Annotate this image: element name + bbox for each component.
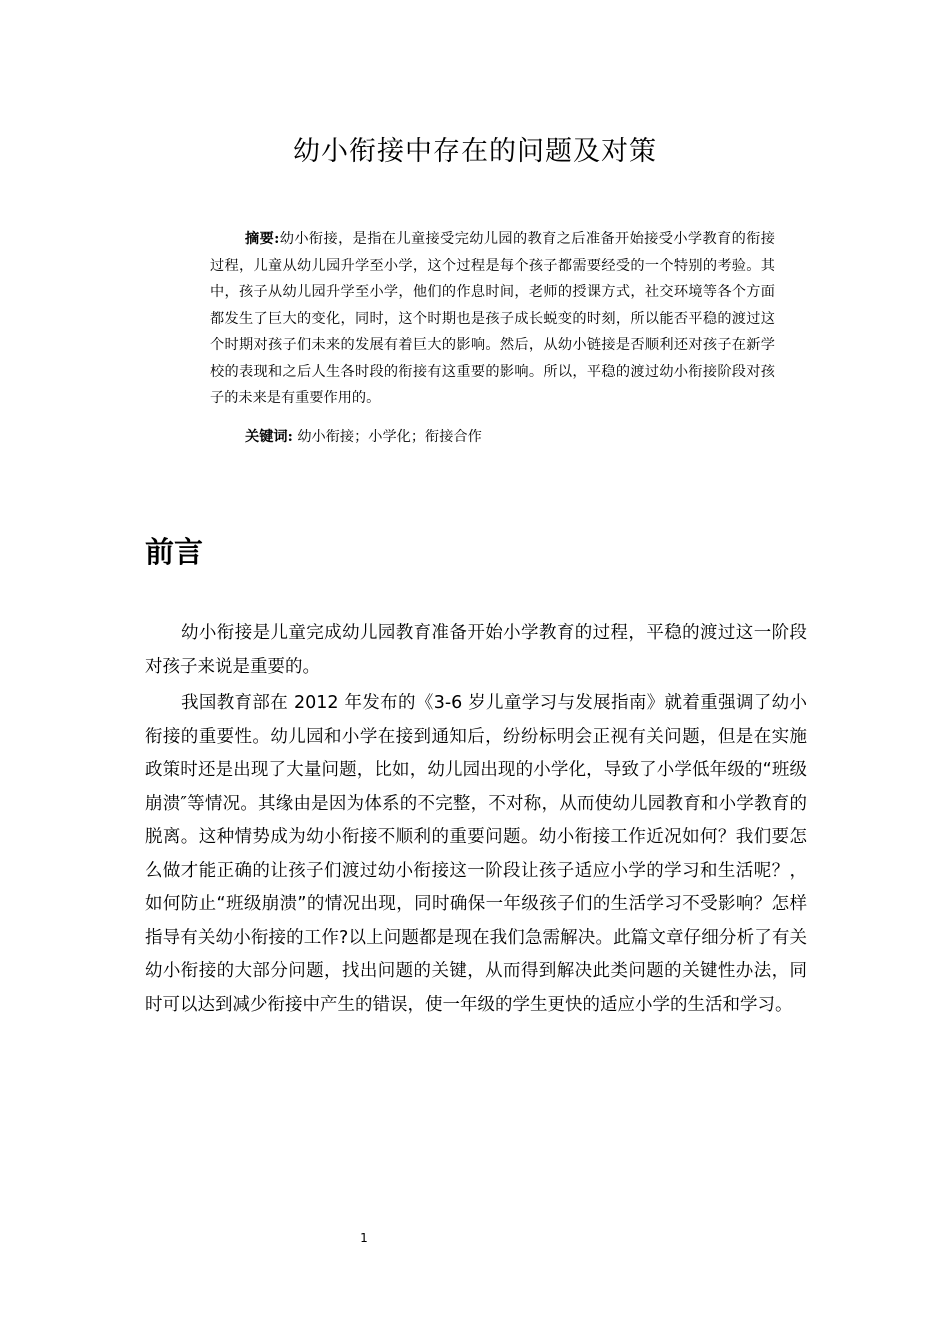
page-number: 1 bbox=[360, 1231, 368, 1245]
keywords-text: 幼小衔接；小学化；衔接合作 bbox=[292, 429, 482, 445]
abstract-text: 幼小衔接，是指在儿童接受完幼儿园的教育之后准备开始接受小学教育的衔接过程，儿童从幼儿园升学至小学，这个过程是每个孩子都需要经受的一个特别的考验。其中，孩子从幼儿园升学至小学，他们的作息时间，老师的授课方式，社交环境等各个方面都发生了巨大的变化，同时，这个时期也是孩子成长蜕变的时刻，所以能否平稳的渡过这个时期对孩子们未来的发展有着巨大的影响。然后，从幼小链接是否顺利还对孩子在新学校的表现和之后人生各时段的衔接有这重要的影响。所以，平稳的渡过幼小衔接阶段对孩子的未来是有重要作用的。 bbox=[210, 231, 775, 406]
body-paragraph: 我国教育部在 2012 年发布的《3-6 岁儿童学习与发展指南》就着重强调了幼小衔接的重要性。幼儿园和小学在接到通知后，纷纷标明会正视有关问题，但是在实施政策时还是出现了大量问题，比如，幼儿园出现的小学化，导致了小学低年级的“班级崩溃″等情况。其缘由是因为体系的不完整，不对称，从而使幼儿园教育和小学教育的脱离。这种情势成为幼小衔接不顺利的重要问题。幼小衔接工作近况如何？我们要怎么做才能正确的让孩子们渡过幼小衔接这一阶段让孩子适应小学的学习和生活呢？，如何防止“班级崩溃”的情况出现，同时确保一年级孩子们的生活学习不受影响？怎样指导有关幼小衔接的工作?以上问题都是现在我们急需解决。此篇文章仔细分析了有关幼小衔接的大部分问题，找出问题的关键，从而得到解决此类问题的关键性办法，同时可以达到减少衔接中产生的错误，使一年级的学生更快的适应小学的生活和学习。 bbox=[145, 693, 807, 1015]
keywords bbox=[245, 424, 775, 450]
section-heading-preface: 前言 bbox=[145, 535, 204, 569]
keywords-label: 关键词: bbox=[245, 429, 293, 445]
body-paragraph: 幼小衔接是儿童完成幼儿园教育准备开始小学教育的过程，平稳的渡过这一阶段对孩子来说是重要的。 bbox=[145, 623, 807, 677]
abstract-label: 摘要: bbox=[245, 231, 280, 247]
abstract bbox=[210, 226, 775, 412]
document-title: 幼小衔接中存在的问题及对策 bbox=[293, 136, 657, 167]
